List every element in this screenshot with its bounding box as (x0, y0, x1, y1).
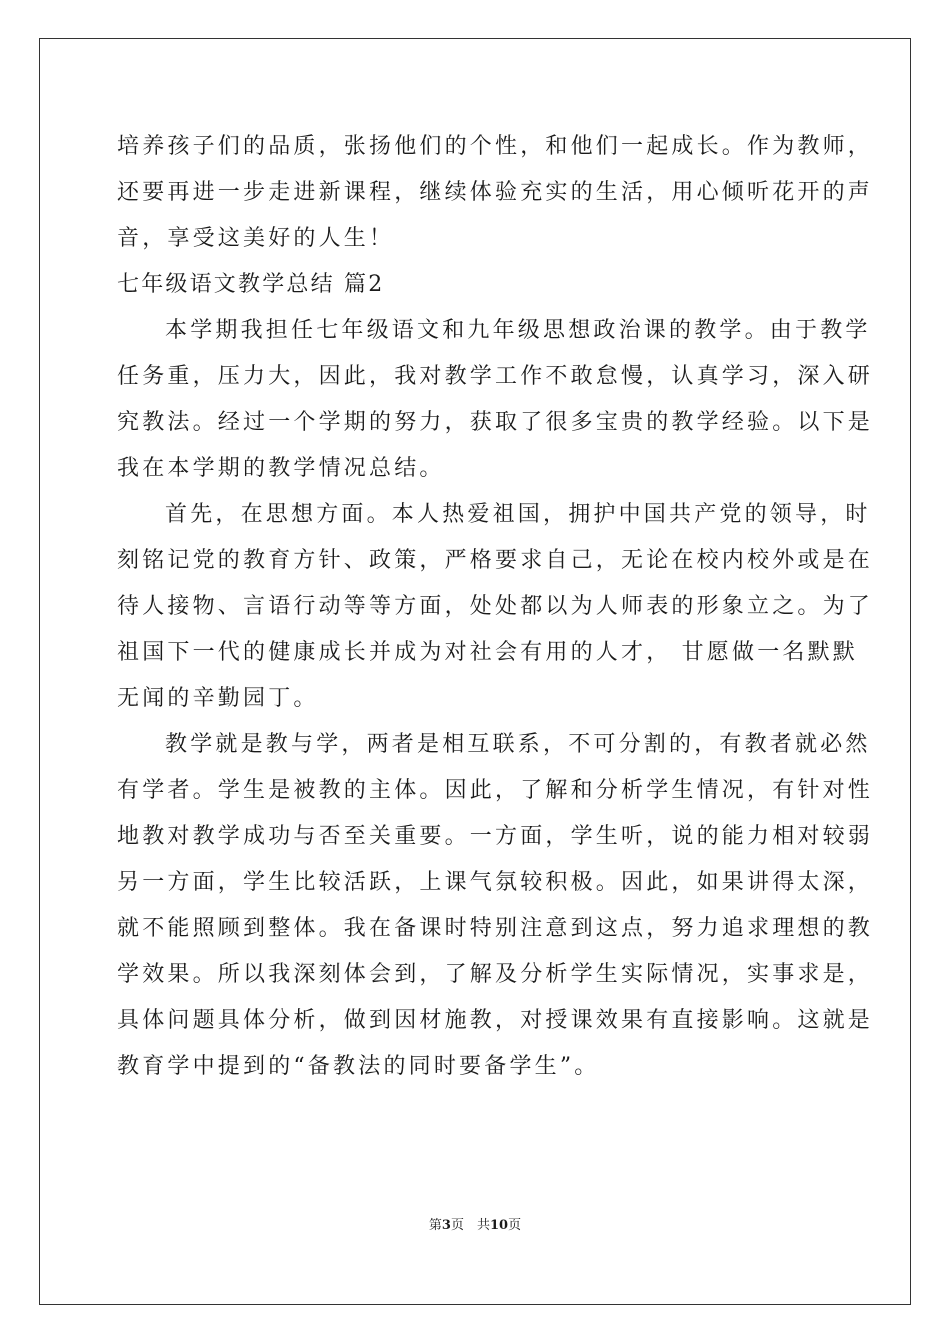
section-heading: 七年级语文教学总结 篇2 (117, 272, 385, 297)
page-footer (0, 1216, 950, 1236)
text-line: 就不能照顾到整体。我在备课时特别注意到这点，努力追求理想的教 (117, 916, 874, 941)
text-line: 培养孩子们的品质，张扬他们的个性，和他们一起成长。作为教师， (117, 134, 874, 159)
text-line: 教学就是教与学，两者是相互联系，不可分割的，有教者就必然 (165, 732, 871, 757)
text-line: 待人接物、言语行动等等方面，处处都以为人师表的形象立之。为了 (117, 594, 874, 619)
footer-suffix: 页 (508, 1218, 522, 1233)
text-line: 还要再进一步走进新课程，继续体验充实的生活，用心倾听花开的声 (117, 180, 874, 205)
text-line: 任务重，压力大，因此，我对教学工作不敢怠慢，认真学习，深入研 (117, 364, 874, 389)
text-line: 学效果。所以我深刻体会到，了解及分析学生实际情况，实事求是， (117, 962, 874, 987)
total-page-number: 10 (489, 1218, 509, 1233)
footer-mid: 页 共 (450, 1218, 490, 1233)
text-line: 教育学中提到的“备教法的同时要备学生”。 (117, 1054, 600, 1079)
text-line: 祖国下一代的健康成长并成为对社会有用的人才， 甘愿做一名默默 (117, 640, 858, 665)
text-line: 究教法。经过一个学期的努力，获取了很多宝贵的教学经验。以下是 (117, 410, 874, 435)
text-line: 有学者。学生是被教的主体。因此，了解和分析学生情况，有针对性 (117, 778, 874, 803)
footer-prefix: 第 (428, 1218, 442, 1233)
text-line: 首先，在思想方面。本人热爱祖国，拥护中国共产党的领导，时 (165, 502, 871, 527)
text-line: 地教对教学成功与否至关重要。一方面，学生听，说的能力相对较弱 (117, 824, 874, 849)
text-line: 刻铭记党的教育方针、政策，严格要求自己，无论在校内校外或是在 (117, 548, 874, 573)
text-line: 无闻的辛勤园丁。 (117, 686, 319, 711)
text-line: 具体问题具体分析，做到因材施教，对授课效果有直接影响。这就是 (117, 1008, 874, 1033)
text-line: 另一方面，学生比较活跃，上课气氛较积极。因此，如果讲得太深， (117, 870, 874, 895)
text-line: 我在本学期的教学情况总结。 (117, 456, 445, 481)
text-line: 本学期我担任七年级语文和九年级思想政治课的教学。由于教学 (165, 318, 871, 343)
current-page-number: 3 (441, 1218, 451, 1233)
text-line: 音，享受这美好的人生！ (117, 226, 395, 251)
document-body (117, 124, 874, 1090)
